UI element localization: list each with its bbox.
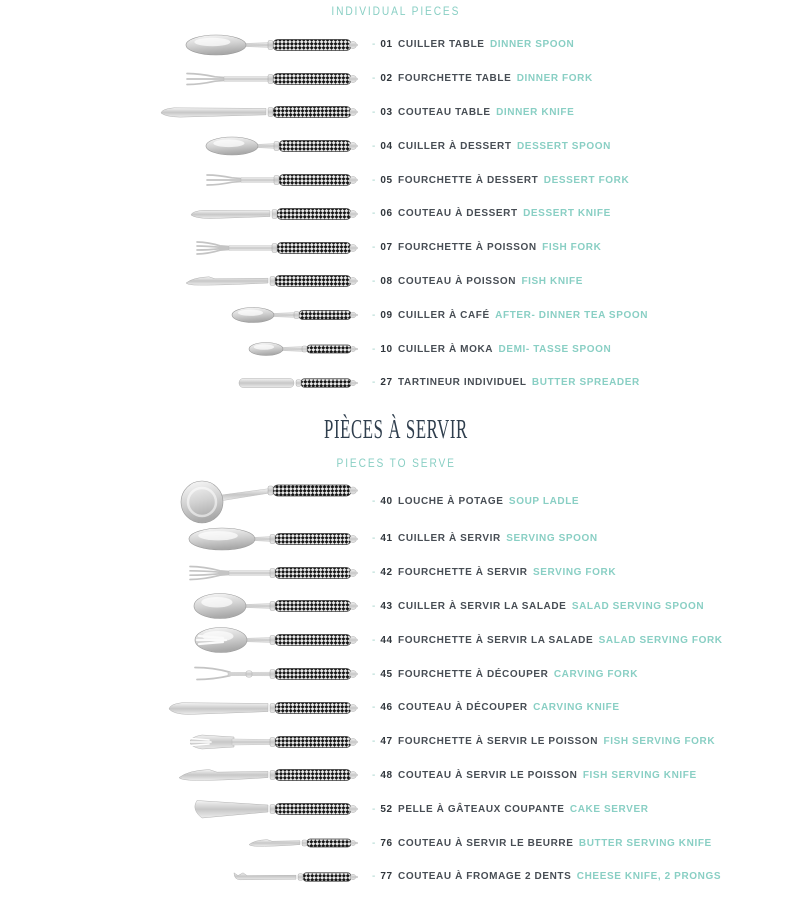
item-name-en: SALAD SERVING FORK [598, 634, 723, 646]
individual-pieces-title [0, 4, 792, 18]
item-number: 40 [380, 495, 393, 507]
butter-serving-knife-image [0, 828, 358, 858]
item-label [372, 276, 583, 287]
fish-fork-image [0, 233, 358, 263]
item-name-fr: COUTEAU TABLE [398, 106, 491, 118]
serve-pieces-list [0, 480, 792, 894]
list-item [0, 590, 792, 624]
item-name-en: AFTER- DINNER TEA SPOON [495, 309, 649, 321]
serve-pieces-title-fr-text: PIÈCES À SERVIR [324, 414, 468, 444]
item-name-fr: TARTINEUR INDIVIDUEL [398, 377, 527, 389]
item-name-fr: CUILLER TABLE [398, 39, 485, 51]
item-label [372, 702, 620, 713]
salad-serving-fork-image [0, 625, 358, 655]
item-name-en: DINNER SPOON [489, 39, 575, 51]
item-dash: - [372, 174, 376, 186]
list-item [0, 197, 792, 231]
list-item [0, 657, 792, 691]
item-name-en: DEMI- TASSE SPOON [498, 343, 612, 355]
list-item [0, 298, 792, 332]
item-name-en: FISH KNIFE [521, 275, 583, 287]
item-label [372, 73, 593, 84]
item-number: 47 [380, 736, 393, 748]
item-label [372, 635, 723, 646]
item-name-en: SALAD SERVING SPOON [571, 600, 705, 612]
item-label [372, 344, 611, 355]
item-name-fr: CUILLER À MOKA [398, 343, 494, 355]
item-name-en: DESSERT KNIFE [523, 208, 611, 220]
dessert-knife-image [0, 199, 358, 229]
item-number: 09 [380, 309, 393, 321]
item-name-en: BUTTER SERVING KNIFE [578, 837, 712, 849]
item-number: 01 [380, 39, 393, 51]
item-name-fr: COUTEAU À SERVIR LE BEURRE [398, 837, 574, 849]
item-label [372, 533, 598, 544]
item-name-en: FISH FORK [542, 242, 602, 254]
dessert-fork-image [0, 165, 358, 195]
item-name-en: DESSERT SPOON [516, 140, 611, 152]
item-name-fr: FOURCHETTE À DÉCOUPER [398, 668, 549, 680]
item-label [372, 377, 640, 388]
item-name-fr: FOURCHETTE À SERVIR LE POISSON [398, 736, 599, 748]
item-name-en: BUTTER SPREADER [531, 377, 640, 389]
tea-spoon-image [0, 300, 358, 330]
cake-server-image [0, 794, 358, 824]
list-item [0, 691, 792, 725]
soup-ladle-image [0, 477, 358, 525]
item-label [372, 310, 648, 321]
item-name-fr: COUTEAU À DÉCOUPER [398, 702, 528, 714]
item-dash: - [372, 242, 376, 254]
item-name-en: CHEESE KNIFE, 2 PRONGS [576, 871, 722, 883]
dinner-spoon-image [0, 30, 358, 60]
item-name-fr: COUTEAU À DESSERT [398, 208, 518, 220]
item-dash: - [372, 769, 376, 781]
item-number: 27 [380, 377, 393, 389]
item-number: 06 [380, 208, 393, 220]
individual-pieces-title-text: INDIVIDUAL PIECES [331, 4, 461, 18]
item-label [372, 838, 712, 849]
item-name-en: CAKE SERVER [569, 803, 649, 815]
item-number: 43 [380, 600, 393, 612]
item-name-en: FISH SERVING KNIFE [582, 769, 697, 781]
item-label [372, 567, 616, 578]
item-name-fr: FOURCHETTE TABLE [398, 73, 512, 85]
item-name-fr: FOURCHETTE À POISSON [398, 242, 537, 254]
list-item [0, 826, 792, 860]
list-item [0, 792, 792, 826]
item-name-en: SERVING FORK [533, 567, 617, 579]
item-name-fr: COUTEAU À FROMAGE 2 DENTS [398, 871, 572, 883]
item-dash: - [372, 343, 376, 355]
list-item [0, 96, 792, 130]
list-item [0, 28, 792, 62]
moka-spoon-image [0, 334, 358, 364]
list-item [0, 129, 792, 163]
item-name-fr: LOUCHE À POTAGE [398, 495, 504, 507]
item-name-fr: CUILLER À SERVIR LA SALADE [398, 600, 567, 612]
item-dash: - [372, 871, 376, 883]
list-item [0, 725, 792, 759]
item-label [372, 601, 704, 612]
item-name-fr: COUTEAU À SERVIR LE POISSON [398, 769, 578, 781]
item-dash: - [372, 736, 376, 748]
item-number: 46 [380, 702, 393, 714]
carving-knife-image [0, 693, 358, 723]
fish-serving-knife-image [0, 760, 358, 790]
item-label [372, 669, 638, 680]
serve-pieces-title-en [0, 456, 792, 470]
item-dash: - [372, 309, 376, 321]
item-name-en: FISH SERVING FORK [603, 736, 716, 748]
item-name-en: DINNER KNIFE [496, 106, 575, 118]
list-item [0, 366, 792, 400]
item-name-en: DESSERT FORK [543, 174, 630, 186]
serve-pieces-title-fr [0, 414, 792, 445]
list-item [0, 623, 792, 657]
list-item [0, 332, 792, 366]
item-name-en: CARVING FORK [553, 668, 639, 680]
item-label [372, 804, 649, 815]
item-dash: - [372, 73, 376, 85]
item-dash: - [372, 140, 376, 152]
item-name-en: SERVING SPOON [506, 533, 598, 545]
item-name-fr: COUTEAU À POISSON [398, 275, 517, 287]
item-label [372, 175, 629, 186]
item-dash: - [372, 600, 376, 612]
item-label [372, 208, 611, 219]
item-dash: - [372, 377, 376, 389]
dinner-fork-image [0, 64, 358, 94]
item-label [372, 770, 697, 781]
item-number: 08 [380, 275, 393, 287]
item-dash: - [372, 567, 376, 579]
item-name-en: DINNER FORK [516, 73, 593, 85]
item-name-fr: CUILLER À SERVIR [398, 533, 501, 545]
fish-serving-fork-image [0, 727, 358, 757]
item-number: 03 [380, 106, 393, 118]
item-dash: - [372, 495, 376, 507]
item-label [372, 39, 574, 50]
item-dash: - [372, 803, 376, 815]
item-dash: - [372, 275, 376, 287]
item-label [372, 736, 715, 747]
item-number: 42 [380, 567, 393, 579]
list-item [0, 62, 792, 96]
item-number: 04 [380, 140, 393, 152]
dinner-knife-image [0, 97, 358, 127]
list-item [0, 163, 792, 197]
list-item [0, 522, 792, 556]
item-number: 07 [380, 242, 393, 254]
dessert-spoon-image [0, 131, 358, 161]
cheese-knife-image [0, 862, 358, 892]
list-item [0, 759, 792, 793]
item-number: 76 [380, 837, 393, 849]
item-number: 10 [380, 343, 393, 355]
salad-serving-spoon-image [0, 591, 358, 621]
list-item [0, 265, 792, 299]
item-dash: - [372, 634, 376, 646]
item-dash: - [372, 702, 376, 714]
serving-spoon-image [0, 524, 358, 554]
item-dash: - [372, 106, 376, 118]
individual-pieces-list [0, 28, 792, 400]
item-name-en: CARVING KNIFE [533, 702, 620, 714]
fish-knife-image [0, 266, 358, 296]
item-dash: - [372, 533, 376, 545]
serve-pieces-title-en-text: PIECES TO SERVE [336, 456, 456, 470]
item-number: 77 [380, 871, 393, 883]
item-name-fr: CUILLER À CAFÉ [398, 309, 490, 321]
item-dash: - [372, 837, 376, 849]
list-item [0, 231, 792, 265]
item-label [372, 242, 601, 253]
item-dash: - [372, 39, 376, 51]
item-name-fr: CUILLER À DESSERT [398, 140, 512, 152]
item-dash: - [372, 668, 376, 680]
item-dash: - [372, 208, 376, 220]
butter-spreader-image [0, 368, 358, 398]
item-name-fr: PELLE À GÂTEAUX COUPANTE [398, 803, 565, 815]
item-name-fr: FOURCHETTE À SERVIR [398, 567, 528, 579]
item-name-fr: FOURCHETTE À SERVIR LA SALADE [398, 634, 594, 646]
carving-fork-image [0, 659, 358, 689]
item-number: 44 [380, 634, 393, 646]
item-number: 48 [380, 769, 393, 781]
item-label [372, 141, 611, 152]
item-label [372, 107, 574, 118]
list-item [0, 556, 792, 590]
item-number: 41 [380, 533, 393, 545]
item-name-en: SOUP LADLE [508, 495, 580, 507]
item-number: 02 [380, 73, 393, 85]
list-item [0, 860, 792, 894]
item-label [372, 871, 721, 882]
item-label [372, 496, 579, 507]
list-item [0, 480, 792, 522]
item-number: 52 [380, 803, 393, 815]
item-number: 05 [380, 174, 393, 186]
item-name-fr: FOURCHETTE À DESSERT [398, 174, 539, 186]
serving-fork-image [0, 558, 358, 588]
item-number: 45 [380, 668, 393, 680]
